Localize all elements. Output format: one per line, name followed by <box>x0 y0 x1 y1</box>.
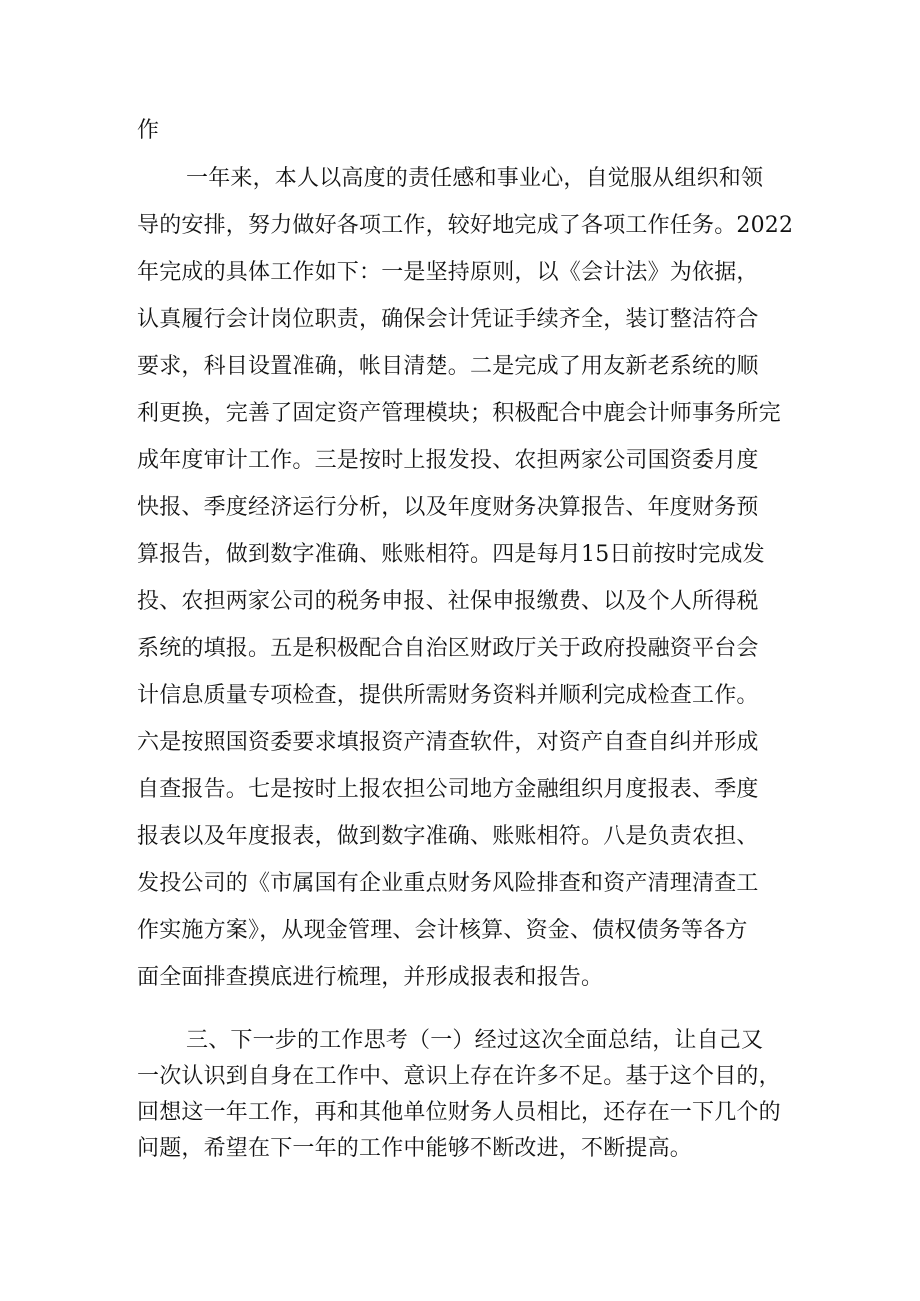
text-line: 认真履行会计岗位职责，确保会计凭证手续齐全，装订整洁符合 <box>137 307 759 332</box>
text-line: 计信息质量专项检查，提供所需财务资料并顺利完成检查工作。 <box>137 683 759 708</box>
text-line: 问题，希望在下一年的工作中能够不断改进，不断提高。 <box>137 1136 693 1161</box>
paragraph-summary-first-line: 一年来，本人以高度的责任感和事业心，自觉服从组织和领 <box>186 166 764 191</box>
text-line: 面全面排查摸底进行梳理，并形成报表和报告。 <box>137 965 604 990</box>
text-line: 系统的填报。五是积极配合自治区财政厅关于政府投融资平台会 <box>137 636 759 661</box>
text-line: 作实施方案》，从现金管理、会计核算、资金、债权债务等各方 <box>137 918 748 943</box>
text-line: 利更换，完善了固定资产管理模块；积极配合中鹿会计师事务所完 <box>137 401 781 426</box>
text-line: 投、农担两家公司的税务申报、社保申报缴费、以及个人所得税 <box>137 589 759 614</box>
text-line-carryover: 作 <box>137 118 160 143</box>
section-three-first-line: 三、下一步的工作思考（一）经过这次全面总结，让自己又 <box>186 1028 764 1053</box>
text-line: 快报、季度经济运行分析，以及年度财务决算报告、年度财务预 <box>137 495 759 520</box>
text-line: 报表以及年度报表，做到数字准确、账账相符。八是负责农担、 <box>137 824 759 849</box>
text-line: 发投公司的《市属国有企业重点财务风险排查和资产清理清查工 <box>137 871 759 896</box>
text-line: 导的安排，努力做好各项工作，较好地完成了各项工作任务。2022 <box>137 213 794 238</box>
text-line: 年完成的具体工作如下：一是坚持原则，以《会计法》为依据， <box>137 260 759 285</box>
text-line: 回想这一年工作，再和其他单位财务人员相比，还存在一下几个的 <box>137 1100 781 1125</box>
text-line: 要求，科目设置准确，帐目清楚。二是完成了用友新老系统的顺 <box>137 354 759 379</box>
text-line: 成年度审计工作。三是按时上报发投、农担两家公司国资委月度 <box>137 448 759 473</box>
text-line: 算报告，做到数字准确、账账相符。四是每月15日前按时完成发 <box>137 542 765 567</box>
text-line: 六是按照国资委要求填报资产清查软件，对资产自查自纠并形成 <box>137 730 759 755</box>
text-line: 自查报告。七是按时上报农担公司地方金融组织月度报表、季度 <box>137 777 759 802</box>
text-line: 一次认识到自身在工作中、意识上存在许多不足。基于这个目的， <box>137 1064 781 1089</box>
